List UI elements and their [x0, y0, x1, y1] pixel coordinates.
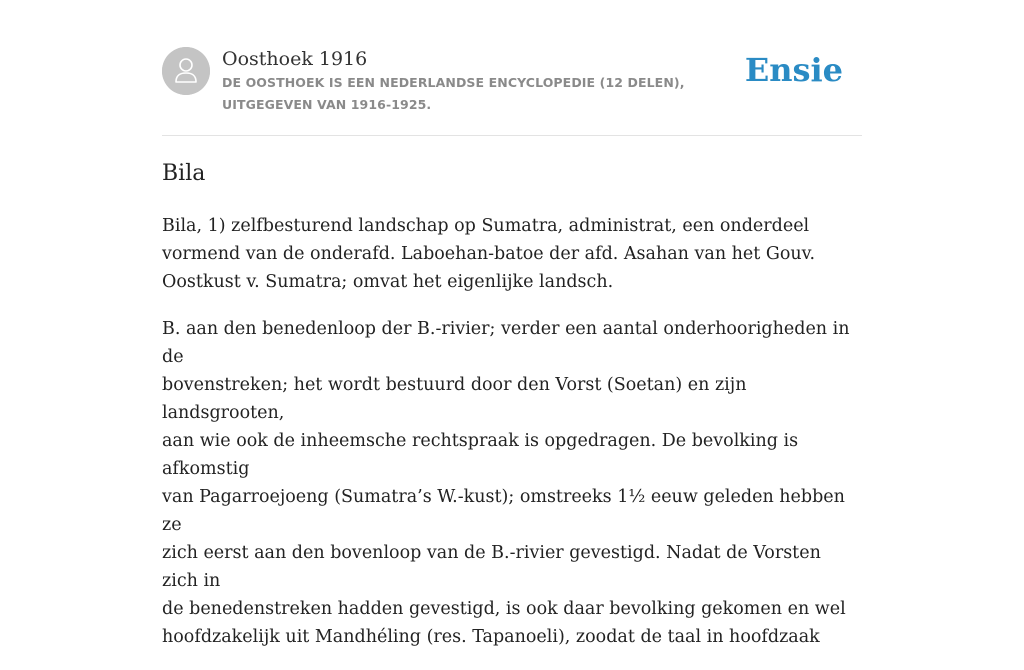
- source-name-link[interactable]: Oosthoek 1916: [222, 48, 368, 70]
- paragraph-line: bovenstreken; het wordt bestuurd door den Vorst (Soetan) en zijn landsgrooten,: [162, 375, 747, 423]
- paragraph-line: de benedenstreken hadden gevestigd, is ook daar bevolking gekomen en wel: [162, 599, 846, 619]
- paragraph-line: hoofdzakelijk uit Mandhéling (res. Tapanoeli), zoodat de taal in hoofdzaak: [162, 627, 820, 647]
- entry-paragraph: [162, 212, 862, 296]
- paragraph-line: aan wie ook de inheemsche rechtspraak is opgedragen. De bevolking is afkomstig: [162, 431, 799, 479]
- user-avatar-icon[interactable]: [162, 47, 210, 95]
- paragraph-line: Bila, 1) zelfbesturend landschap op Sumatra, administrat, een onderdeel: [162, 216, 810, 236]
- entry-title: Bila: [162, 161, 206, 186]
- paragraph-line: B. aan den benedenloop der B.-rivier; verder een aantal onderhoorigheden in de: [162, 319, 850, 367]
- entry-body: [162, 212, 862, 670]
- paragraph-line: van Pagarroejoeng (Sumatra’s W.-kust); omstreeks 1½ eeuw geleden hebben ze: [162, 487, 845, 535]
- header-divider: [162, 135, 862, 136]
- source-description: DE OOSTHOEK IS EEN NEDERLANDSE ENCYCLOPEDIE (12 DELEN), UITGEGEVEN VAN 1916-1925.: [222, 75, 685, 112]
- paragraph-line: vormend van de onderafd. Laboehan-batoe der afd. Asahan van het Gouv.: [162, 244, 816, 264]
- ensie-logo[interactable]: Ensie: [744, 51, 843, 89]
- paragraph-line: zich eerst aan den bovenloop van de B.-rivier gevestigd. Nadat de Vorsten zich in: [162, 543, 821, 591]
- source-header: [162, 46, 862, 116]
- paragraph-line: Oostkust v. Sumatra; omvat het eigenlijke landsch.: [162, 272, 614, 292]
- entry-paragraph: [162, 315, 862, 651]
